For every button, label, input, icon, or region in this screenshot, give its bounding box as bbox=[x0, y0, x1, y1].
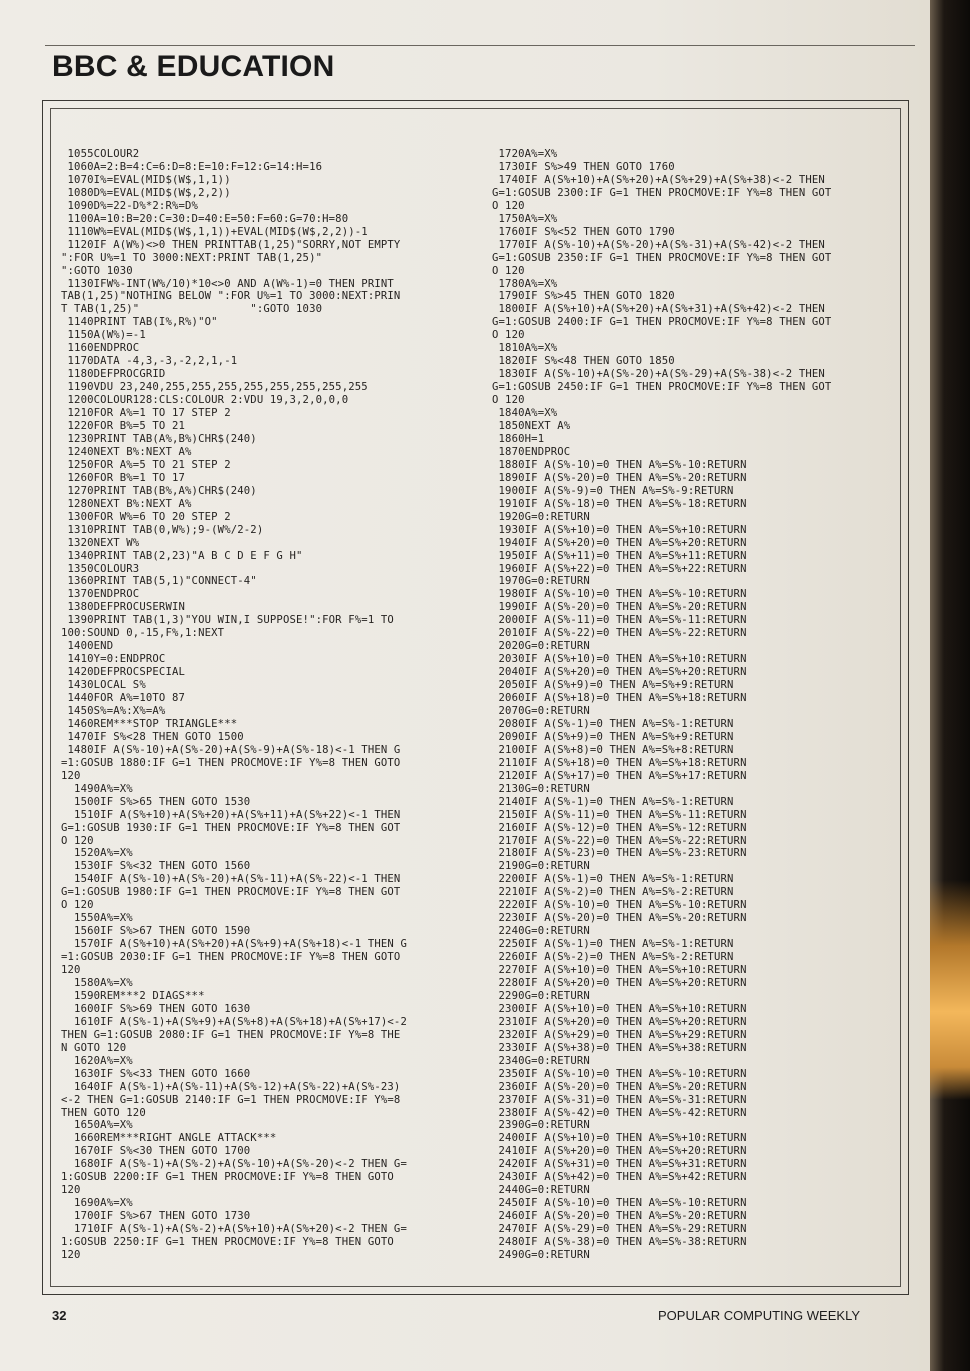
code-line: 2310IF A(S%+20)=0 THEN A%=S%+20:RETURN bbox=[492, 1015, 747, 1028]
code-line: 1960IF A(S%+22)=0 THEN A%=S%+22:RETURN bbox=[492, 562, 747, 575]
code-line: 1660REM***RIGHT ANGLE ATTACK*** bbox=[61, 1132, 277, 1145]
code-line: 2180IF A(S%-23)=0 THEN A%=S%-23:RETURN bbox=[492, 847, 747, 860]
code-line: 2490G=0:RETURN bbox=[492, 1249, 590, 1262]
code-line: 2330IF A(S%+38)=0 THEN A%=S%+38:RETURN bbox=[492, 1041, 747, 1054]
code-line: 1310PRINT TAB(0,W%);9-(W%/2-2) bbox=[61, 523, 264, 536]
code-line: 1230PRINT TAB(A%,B%)CHR$(240) bbox=[61, 432, 257, 445]
code-line: G=1:GOSUB 2350:IF G=1 THEN PROCMOVE:IF Y%=8 THEN GOT bbox=[492, 251, 832, 264]
code-line: 2470IF A(S%-29)=0 THEN A%=S%-29:RETURN bbox=[492, 1223, 747, 1236]
code-line: 1520A%=X% bbox=[61, 847, 133, 860]
code-line: G=1:GOSUB 1930:IF G=1 THEN PROCMOVE:IF Y%=8 THEN GOT bbox=[61, 821, 401, 834]
code-line: 1130IFW%-INT(W%/10)*10<>0 AND A(W%-1)=0 THEN PRINT bbox=[61, 277, 394, 290]
code-line: 1700IF S%>67 THEN GOTO 1730 bbox=[61, 1210, 251, 1223]
code-line: O 120 bbox=[492, 329, 525, 342]
listing-column-left bbox=[61, 148, 407, 1262]
code-line: 2430IF A(S%+42)=0 THEN A%=S%+42:RETURN bbox=[492, 1171, 747, 1184]
code-line: O 120 bbox=[61, 834, 94, 847]
code-line: 2200IF A(S%-1)=0 THEN A%=S%-1:RETURN bbox=[492, 873, 734, 886]
code-line: 1720A%=X% bbox=[492, 148, 558, 160]
code-line: 1560IF S%>67 THEN GOTO 1590 bbox=[61, 925, 251, 938]
code-line: 2340G=0:RETURN bbox=[492, 1054, 590, 1067]
code-line: 2380IF A(S%-42)=0 THEN A%=S%-42:RETURN bbox=[492, 1106, 747, 1119]
code-line: 1740IF A(S%+10)+A(S%+20)+A(S%+29)+A(S%+38)<-2 THEN bbox=[492, 173, 825, 186]
code-line: 1530IF S%<32 THEN GOTO 1560 bbox=[61, 860, 251, 873]
code-line: 2460IF A(S%-20)=0 THEN A%=S%-20:RETURN bbox=[492, 1210, 747, 1223]
code-line: 2360IF A(S%-20)=0 THEN A%=S%-20:RETURN bbox=[492, 1080, 747, 1093]
code-line: 1750A%=X% bbox=[492, 212, 558, 225]
code-line: 1780A%=X% bbox=[492, 277, 558, 290]
code-line: 1380DEFPROCUSERWIN bbox=[61, 601, 186, 614]
section-header: BBC & EDUCATION bbox=[52, 50, 335, 83]
code-line: 2250IF A(S%-1)=0 THEN A%=S%-1:RETURN bbox=[492, 938, 734, 951]
code-line: 1120IF A(W%)<>0 THEN PRINTTAB(1,25)"SORRY,NOT EMPTY bbox=[61, 238, 401, 251]
code-line: 120 bbox=[61, 964, 81, 977]
code-line: TAB(1,25)"NOTHING BELOW ":FOR U%=1 TO 3000:NEXT:PRIN bbox=[61, 290, 401, 303]
code-line: 1800IF A(S%+10)+A(S%+20)+A(S%+31)+A(S%+42)<-2 THEN bbox=[492, 303, 825, 316]
code-line: G=1:GOSUB 1980:IF G=1 THEN PROCMOVE:IF Y%=8 THEN GOT bbox=[61, 886, 401, 899]
code-line: 1790IF S%>45 THEN GOTO 1820 bbox=[492, 290, 675, 303]
code-line: =1:GOSUB 2030:IF G=1 THEN PROCMOVE:IF Y%=8 THEN GOTO bbox=[61, 951, 401, 964]
code-line: 2140IF A(S%-1)=0 THEN A%=S%-1:RETURN bbox=[492, 795, 734, 808]
code-line: O 120 bbox=[492, 264, 525, 277]
binding-shadow bbox=[930, 0, 970, 1371]
code-line: 2010IF A(S%-22)=0 THEN A%=S%-22:RETURN bbox=[492, 627, 747, 640]
code-line: 1440FOR A%=10TO 87 bbox=[61, 692, 186, 705]
code-line: 1390PRINT TAB(1,3)"YOU WIN,I SUPPOSE!":FOR F%=1 TO bbox=[61, 614, 394, 627]
code-line: <-2 THEN G=1:GOSUB 2140:IF G=1 THEN PROCMOVE:IF Y%=8 bbox=[61, 1093, 401, 1106]
code-line: 2060IF A(S%+18)=0 THEN A%=S%+18:RETURN bbox=[492, 692, 747, 705]
code-line: 2150IF A(S%-11)=0 THEN A%=S%-11:RETURN bbox=[492, 808, 747, 821]
code-line: O 120 bbox=[61, 899, 94, 912]
code-line: 1820IF S%<48 THEN GOTO 1850 bbox=[492, 355, 675, 368]
code-line: 1900IF A(S%-9)=0 THEN A%=S%-9:RETURN bbox=[492, 484, 734, 497]
code-line: 1110W%=EVAL(MID$(W$,1,1))+EVAL(MID$(W$,2,2))-1 bbox=[61, 225, 368, 238]
code-line: 2410IF A(S%+20)=0 THEN A%=S%+20:RETURN bbox=[492, 1145, 747, 1158]
code-line: 2420IF A(S%+31)=0 THEN A%=S%+31:RETURN bbox=[492, 1158, 747, 1171]
code-line: 2000IF A(S%-11)=0 THEN A%=S%-11:RETURN bbox=[492, 614, 747, 627]
code-line: 1730IF S%>49 THEN GOTO 1760 bbox=[492, 160, 675, 173]
code-line: 1610IF A(S%-1)+A(S%+9)+A(S%+8)+A(S%+18)+A(S%+17)<-2 bbox=[61, 1015, 407, 1028]
code-line: 1710IF A(S%-1)+A(S%-2)+A(S%+10)+A(S%+20)<-2 THEN G= bbox=[61, 1223, 407, 1236]
code-line: 1990IF A(S%-20)=0 THEN A%=S%-20:RETURN bbox=[492, 601, 747, 614]
code-line: T TAB(1,25)" ":GOTO 1030 bbox=[61, 303, 323, 316]
code-line: 1860H=1 bbox=[492, 432, 545, 445]
code-line: O 120 bbox=[492, 199, 525, 212]
code-line: 1550A%=X% bbox=[61, 912, 133, 925]
code-line: 1220FOR B%=5 TO 21 bbox=[61, 420, 186, 433]
code-line: 1320NEXT W% bbox=[61, 536, 140, 549]
code-line: 1350COLOUR3 bbox=[61, 562, 140, 575]
code-line: 1410Y=0:ENDPROC bbox=[61, 653, 166, 666]
code-line: N GOTO 120 bbox=[61, 1041, 127, 1054]
code-line: 2130G=0:RETURN bbox=[492, 782, 590, 795]
code-line: 1100A=10:B=20:C=30:D=40:E=50:F=60:G=70:H=80 bbox=[61, 212, 349, 225]
code-line: 2290G=0:RETURN bbox=[492, 989, 590, 1002]
code-line: 1200COLOUR128:CLS:COLOUR 2:VDU 19,3,2,0,0,0 bbox=[61, 394, 349, 407]
code-line: 1830IF A(S%-10)+A(S%-20)+A(S%-29)+A(S%-38)<-2 THEN bbox=[492, 368, 825, 381]
code-line: 1280NEXT B%:NEXT A% bbox=[61, 497, 192, 510]
code-line: 2440G=0:RETURN bbox=[492, 1184, 590, 1197]
code-line: 1370ENDPROC bbox=[61, 588, 140, 601]
code-line: 1870ENDPROC bbox=[492, 445, 571, 458]
code-line: 2350IF A(S%-10)=0 THEN A%=S%-10:RETURN bbox=[492, 1067, 747, 1080]
code-line: 1810A%=X% bbox=[492, 342, 558, 355]
code-line: 1640IF A(S%-1)+A(S%-11)+A(S%-12)+A(S%-22)+A(S%-23) bbox=[61, 1080, 401, 1093]
code-line: 1500IF S%>65 THEN GOTO 1530 bbox=[61, 795, 251, 808]
code-line: G=1:GOSUB 2450:IF G=1 THEN PROCMOVE:IF Y%=8 THEN GOT bbox=[492, 381, 832, 394]
code-line: 1070I%=EVAL(MID$(W$,1,1)) bbox=[61, 173, 231, 186]
code-line: 2040IF A(S%+20)=0 THEN A%=S%+20:RETURN bbox=[492, 666, 747, 679]
code-line: 2480IF A(S%-38)=0 THEN A%=S%-38:RETURN bbox=[492, 1236, 747, 1249]
code-line: 1150A(W%)=-1 bbox=[61, 329, 146, 342]
code-line: 120 bbox=[61, 769, 81, 782]
code-line: 2220IF A(S%-10)=0 THEN A%=S%-10:RETURN bbox=[492, 899, 747, 912]
code-line: 1460REM***STOP TRIANGLE*** bbox=[61, 717, 238, 730]
code-line: 1650A%=X% bbox=[61, 1119, 133, 1132]
code-line: 1060A=2:B=4:C=6:D=8:E=10:F=12:G=14:H=16 bbox=[61, 160, 323, 173]
code-line: ":FOR U%=1 TO 3000:NEXT:PRINT TAB(1,25)" bbox=[61, 251, 323, 264]
code-line: 1910IF A(S%-18)=0 THEN A%=S%-18:RETURN bbox=[492, 497, 747, 510]
code-line: 2270IF A(S%+10)=0 THEN A%=S%+10:RETURN bbox=[492, 964, 747, 977]
code-line: 2160IF A(S%-12)=0 THEN A%=S%-12:RETURN bbox=[492, 821, 747, 834]
header-rule bbox=[45, 45, 915, 46]
code-line: 2190G=0:RETURN bbox=[492, 860, 590, 873]
code-line: 1940IF A(S%+20)=0 THEN A%=S%+20:RETURN bbox=[492, 536, 747, 549]
code-line: 1:GOSUB 2250:IF G=1 THEN PROCMOVE:IF Y%=8 THEN GOTO bbox=[61, 1236, 394, 1249]
code-line: 1170DATA -4,3,-3,-2,2,1,-1 bbox=[61, 355, 238, 368]
code-line: 2080IF A(S%-1)=0 THEN A%=S%-1:RETURN bbox=[492, 717, 734, 730]
code-line: 1890IF A(S%-20)=0 THEN A%=S%-20:RETURN bbox=[492, 471, 747, 484]
code-line: 2390G=0:RETURN bbox=[492, 1119, 590, 1132]
code-line: 2230IF A(S%-20)=0 THEN A%=S%-20:RETURN bbox=[492, 912, 747, 925]
code-line: G=1:GOSUB 2300:IF G=1 THEN PROCMOVE:IF Y%=8 THEN GOT bbox=[492, 186, 832, 199]
code-line: 2370IF A(S%-31)=0 THEN A%=S%-31:RETURN bbox=[492, 1093, 747, 1106]
code-line: 1480IF A(S%-10)+A(S%-20)+A(S%-9)+A(S%-18)<-1 THEN G bbox=[61, 743, 401, 756]
code-line: 1360PRINT TAB(5,1)"CONNECT-4" bbox=[61, 575, 257, 588]
code-line: 1340PRINT TAB(2,23)"A B C D E F G H" bbox=[61, 549, 303, 562]
code-line: 1760IF S%<52 THEN GOTO 1790 bbox=[492, 225, 675, 238]
code-line: 1055COLOUR2 bbox=[61, 148, 140, 160]
code-line: 1770IF A(S%-10)+A(S%-20)+A(S%-31)+A(S%-42)<-2 THEN bbox=[492, 238, 825, 251]
code-line: 120 bbox=[61, 1184, 81, 1197]
code-line: 1400END bbox=[61, 640, 114, 653]
code-line: 1420DEFPROCSPECIAL bbox=[61, 666, 186, 679]
code-line: 2260IF A(S%-2)=0 THEN A%=S%-2:RETURN bbox=[492, 951, 734, 964]
code-line: THEN G=1:GOSUB 2080:IF G=1 THEN PROCMOVE:IF Y%=8 THE bbox=[61, 1028, 401, 1041]
code-line: 1630IF S%<33 THEN GOTO 1660 bbox=[61, 1067, 251, 1080]
code-line: 1950IF A(S%+11)=0 THEN A%=S%+11:RETURN bbox=[492, 549, 747, 562]
code-line: 1140PRINT TAB(I%,R%)"O" bbox=[61, 316, 218, 329]
code-line: 1450S%=A%:X%=A% bbox=[61, 704, 166, 717]
magazine-name: POPULAR COMPUTING WEEKLY bbox=[657, 1308, 860, 1323]
code-line: =1:GOSUB 1880:IF G=1 THEN PROCMOVE:IF Y%=8 THEN GOTO bbox=[61, 756, 401, 769]
code-line: 1570IF A(S%+10)+A(S%+20)+A(S%+9)+A(S%+18)<-1 THEN G bbox=[61, 938, 407, 951]
listing-column-right bbox=[492, 148, 831, 1262]
code-line: 1180DEFPROCGRID bbox=[61, 368, 166, 381]
code-line: 2170IF A(S%-22)=0 THEN A%=S%-22:RETURN bbox=[492, 834, 747, 847]
code-line: 120 bbox=[61, 1249, 81, 1262]
code-line: 1430LOCAL S% bbox=[61, 679, 146, 692]
code-line: 1930IF A(S%+10)=0 THEN A%=S%+10:RETURN bbox=[492, 523, 747, 536]
adjacent-page-edge bbox=[930, 880, 970, 1100]
code-line: 1690A%=X% bbox=[61, 1197, 133, 1210]
code-line: 2100IF A(S%+8)=0 THEN A%=S%+8:RETURN bbox=[492, 743, 734, 756]
code-line: 2110IF A(S%+18)=0 THEN A%=S%+18:RETURN bbox=[492, 756, 747, 769]
code-line: 1260FOR B%=1 TO 17 bbox=[61, 471, 186, 484]
code-line: 1240NEXT B%:NEXT A% bbox=[61, 445, 192, 458]
code-line: 1090D%=22-D%*2:R%=D% bbox=[61, 199, 199, 212]
code-line: 1210FOR A%=1 TO 17 STEP 2 bbox=[61, 407, 231, 420]
code-line: 1470IF S%<28 THEN GOTO 1500 bbox=[61, 730, 244, 743]
code-line: 2210IF A(S%-2)=0 THEN A%=S%-2:RETURN bbox=[492, 886, 734, 899]
code-line: 1160ENDPROC bbox=[61, 342, 140, 355]
code-line: 1600IF S%>69 THEN GOTO 1630 bbox=[61, 1002, 251, 1015]
code-line: 1510IF A(S%+10)+A(S%+20)+A(S%+11)+A(S%+22)<-1 THEN bbox=[61, 808, 401, 821]
code-line: 1080D%=EVAL(MID$(W$,2,2)) bbox=[61, 186, 231, 199]
code-line: 1270PRINT TAB(B%,A%)CHR$(240) bbox=[61, 484, 257, 497]
code-line: 2020G=0:RETURN bbox=[492, 640, 590, 653]
code-line: 100:SOUND 0,-15,F%,1:NEXT bbox=[61, 627, 225, 640]
code-line: 1920G=0:RETURN bbox=[492, 510, 590, 523]
code-line: 1490A%=X% bbox=[61, 782, 133, 795]
code-line: 1980IF A(S%-10)=0 THEN A%=S%-10:RETURN bbox=[492, 588, 747, 601]
code-line: 1840A%=X% bbox=[492, 407, 558, 420]
code-line: 1970G=0:RETURN bbox=[492, 575, 590, 588]
code-line: 2400IF A(S%+10)=0 THEN A%=S%+10:RETURN bbox=[492, 1132, 747, 1145]
code-line: 2300IF A(S%+10)=0 THEN A%=S%+10:RETURN bbox=[492, 1002, 747, 1015]
code-line: 1190VDU 23,240,255,255,255,255,255,255,255,255 bbox=[61, 381, 368, 394]
code-line: ":GOTO 1030 bbox=[61, 264, 133, 277]
code-line: 1670IF S%<30 THEN GOTO 1700 bbox=[61, 1145, 251, 1158]
code-line: 1:GOSUB 2200:IF G=1 THEN PROCMOVE:IF Y%=8 THEN GOTO bbox=[61, 1171, 394, 1184]
code-line: O 120 bbox=[492, 394, 525, 407]
code-line: 2320IF A(S%+29)=0 THEN A%=S%+29:RETURN bbox=[492, 1028, 747, 1041]
code-line: 1620A%=X% bbox=[61, 1054, 133, 1067]
code-line: 2090IF A(S%+9)=0 THEN A%=S%+9:RETURN bbox=[492, 730, 734, 743]
code-line: 1540IF A(S%-10)+A(S%-20)+A(S%-11)+A(S%-22)<-1 THEN bbox=[61, 873, 401, 886]
code-line: 2070G=0:RETURN bbox=[492, 704, 590, 717]
code-line: 2240G=0:RETURN bbox=[492, 925, 590, 938]
code-line: 1850NEXT A% bbox=[492, 420, 571, 433]
code-line: 2030IF A(S%+10)=0 THEN A%=S%+10:RETURN bbox=[492, 653, 747, 666]
code-line: 1880IF A(S%-10)=0 THEN A%=S%-10:RETURN bbox=[492, 458, 747, 471]
code-line: 2450IF A(S%-10)=0 THEN A%=S%-10:RETURN bbox=[492, 1197, 747, 1210]
page-number: 32 bbox=[52, 1308, 67, 1323]
code-line: 1580A%=X% bbox=[61, 977, 133, 989]
code-line: 1680IF A(S%-1)+A(S%-2)+A(S%-10)+A(S%-20)<-2 THEN G= bbox=[61, 1158, 407, 1171]
code-line: 1590REM***2 DIAGS*** bbox=[61, 989, 205, 1002]
code-line: 2050IF A(S%+9)=0 THEN A%=S%+9:RETURN bbox=[492, 679, 734, 692]
code-line: G=1:GOSUB 2400:IF G=1 THEN PROCMOVE:IF Y%=8 THEN GOT bbox=[492, 316, 832, 329]
code-line: 1250FOR A%=5 TO 21 STEP 2 bbox=[61, 458, 231, 471]
code-line: THEN GOTO 120 bbox=[61, 1106, 146, 1119]
code-line: 2120IF A(S%+17)=0 THEN A%=S%+17:RETURN bbox=[492, 769, 747, 782]
code-line: 1300FOR W%=6 TO 20 STEP 2 bbox=[61, 510, 231, 523]
code-line: 2280IF A(S%+20)=0 THEN A%=S%+20:RETURN bbox=[492, 977, 747, 989]
